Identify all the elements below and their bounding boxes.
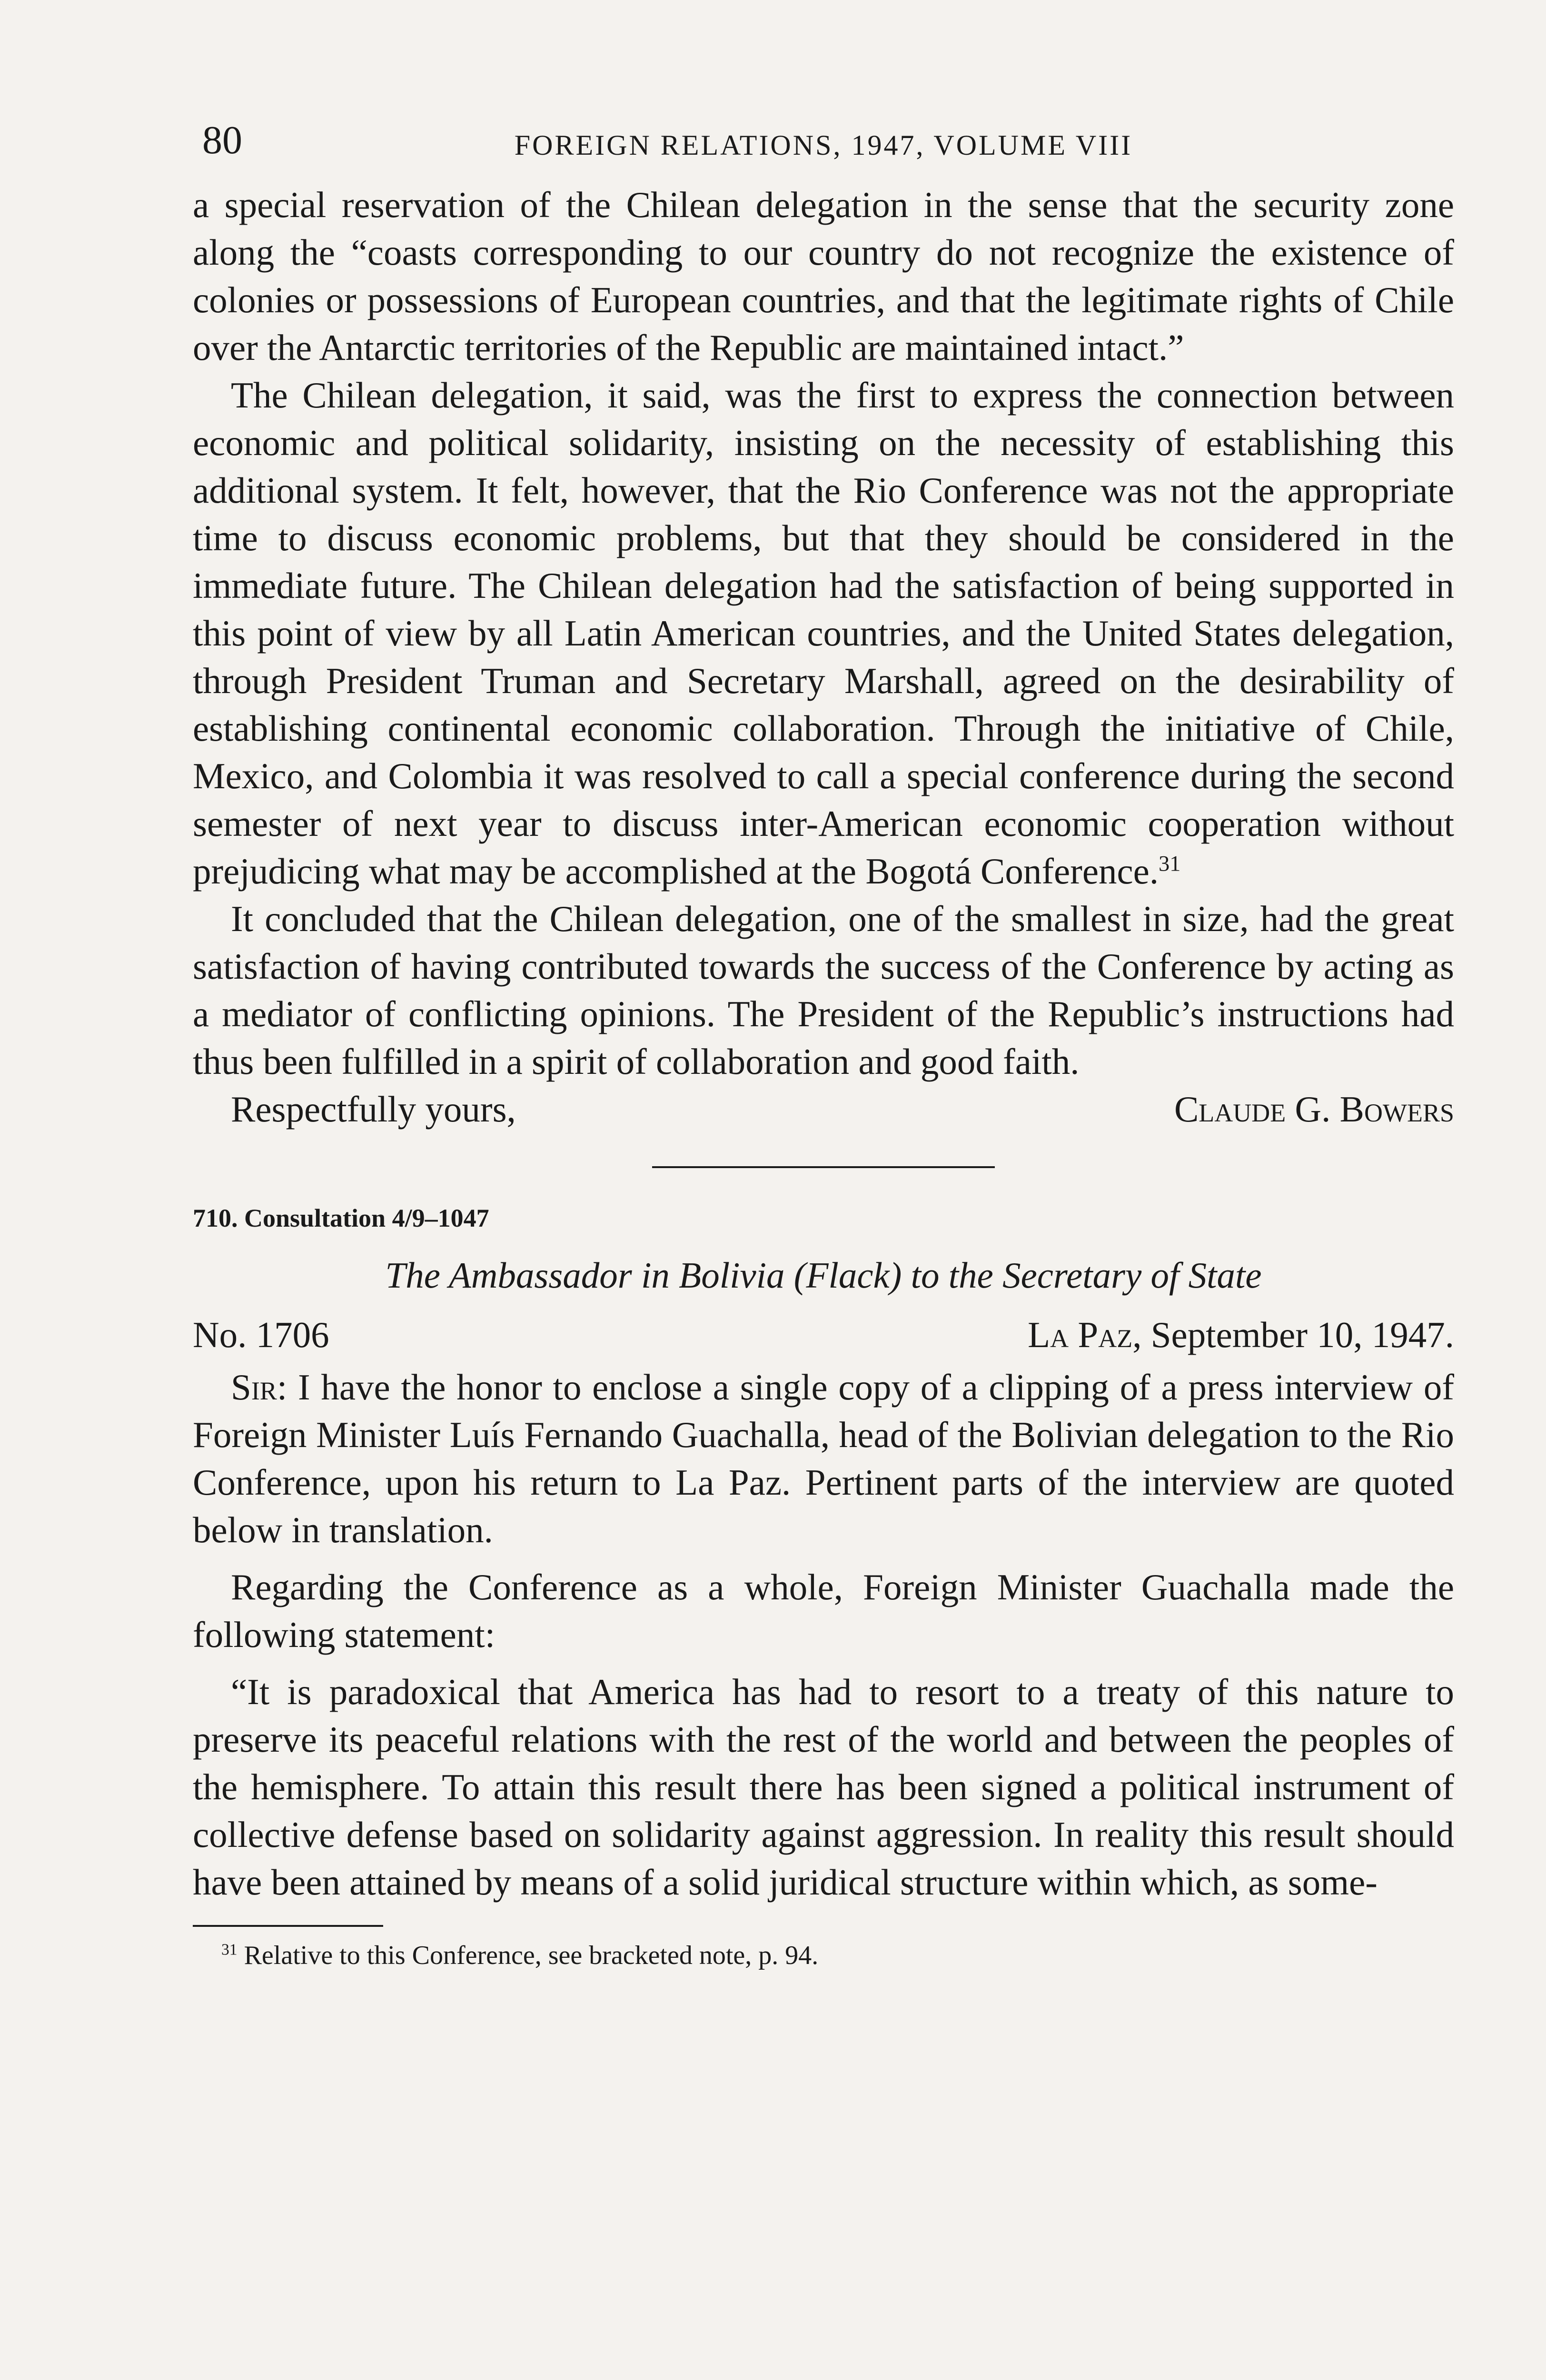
page	[193, 114, 1454, 1974]
body-text	[193, 181, 1454, 1133]
footnote-text: Relative to this Conference, see bracketed note, p. 94.	[237, 1941, 819, 1970]
date: , September 10, 1947.	[1132, 1314, 1454, 1355]
running-head	[193, 114, 1454, 167]
footnote	[193, 1936, 1454, 1974]
paragraph-regarding: Regarding the Conference as a whole, Foreign Minister Guachalla made the following statement:	[193, 1567, 1454, 1655]
salutation-sir: Sir	[231, 1367, 277, 1408]
footnote-marker: 31	[221, 1941, 238, 1959]
file-number: 710. Consultation 4/9–1047	[193, 1204, 489, 1232]
signature: Claude G. Bowers	[1174, 1089, 1454, 1130]
place: La Paz	[1028, 1314, 1133, 1355]
running-title: FOREIGN RELATIONS, 1947, VOLUME VIII	[514, 129, 1133, 161]
paragraph-quote: “It is paradoxical that America has had to resort to a treaty of this nature to preserve its peaceful relations with the rest of the world and between the peoples of the hemisphere. To attain this result there has been signed a political instrument of collective defense based on solidarity against aggression. In reality this result should have been attained by means of a solid juridical structure within which, as some-	[193, 1671, 1454, 1903]
document-heading: The Ambassador in Bolivia (Flack) to the Secretary of State	[385, 1255, 1262, 1296]
footnote-divider	[193, 1925, 383, 1927]
section-divider	[652, 1166, 995, 1168]
despatch-number: No. 1706	[193, 1314, 329, 1355]
place-date	[1028, 1311, 1454, 1359]
footnote-reference[interactable]: 31	[1159, 851, 1181, 876]
paragraph-continued: a special reservation of the Chilean delegation in the sense that the security zone along the “coasts corresponding to our country do not recognize the existence of colonies or possessions of European countries, and that the legitimate rights of Chile over the Antarctic territories of the Republic are maintained intact.”	[193, 184, 1454, 368]
paragraph-sir	[193, 1363, 1454, 1554]
dateline	[193, 1311, 1454, 1359]
page-number: 80	[202, 118, 242, 162]
closing-line	[193, 1085, 1454, 1133]
closing-salutation: Respectfully yours,	[231, 1089, 516, 1130]
paragraph-chilean-delegation	[193, 371, 1454, 895]
paragraph-text: : I have the honor to enclose a single copy of a clipping of a press interview of Foreign Minister Luís Fernando Guachalla, head of the Bolivian delegation to the Rio Conference, upon his return to La Paz. Pertinent parts of the interview are quoted below in translation.	[193, 1367, 1454, 1550]
paragraph-conclusion: It concluded that the Chilean delegation, one of the smallest in size, had the great satisfaction of having contributed towards the success of the Conference by acting as a mediator of conflicting opinions. The President of the Republic’s instructions had thus been fulfilled in a spirit of collaboration and good faith.	[193, 898, 1454, 1082]
paragraph-text: The Chilean delegation, it said, was the first to express the connection between economic and political solidarity, insisting on the necessity of establishing this additional system. It felt, however, that the Rio Conference was not the appropriate time to discuss economic problems, but that they should be considered in the immediate future. The Chilean delegation had the satisfaction of being supported in this point of view by all Latin American countries, and the United States delegation, through President Truman and Secretary Marshall, agreed on the desirability of establishing continental economic collaboration. Through the initiative of Chile, Mexico, and Colombia it was resolved to call a special conference during the second semester of next year to discuss inter-American economic cooperation without prejudicing what may be accomplished at the Bogotá Conference.	[193, 375, 1454, 892]
